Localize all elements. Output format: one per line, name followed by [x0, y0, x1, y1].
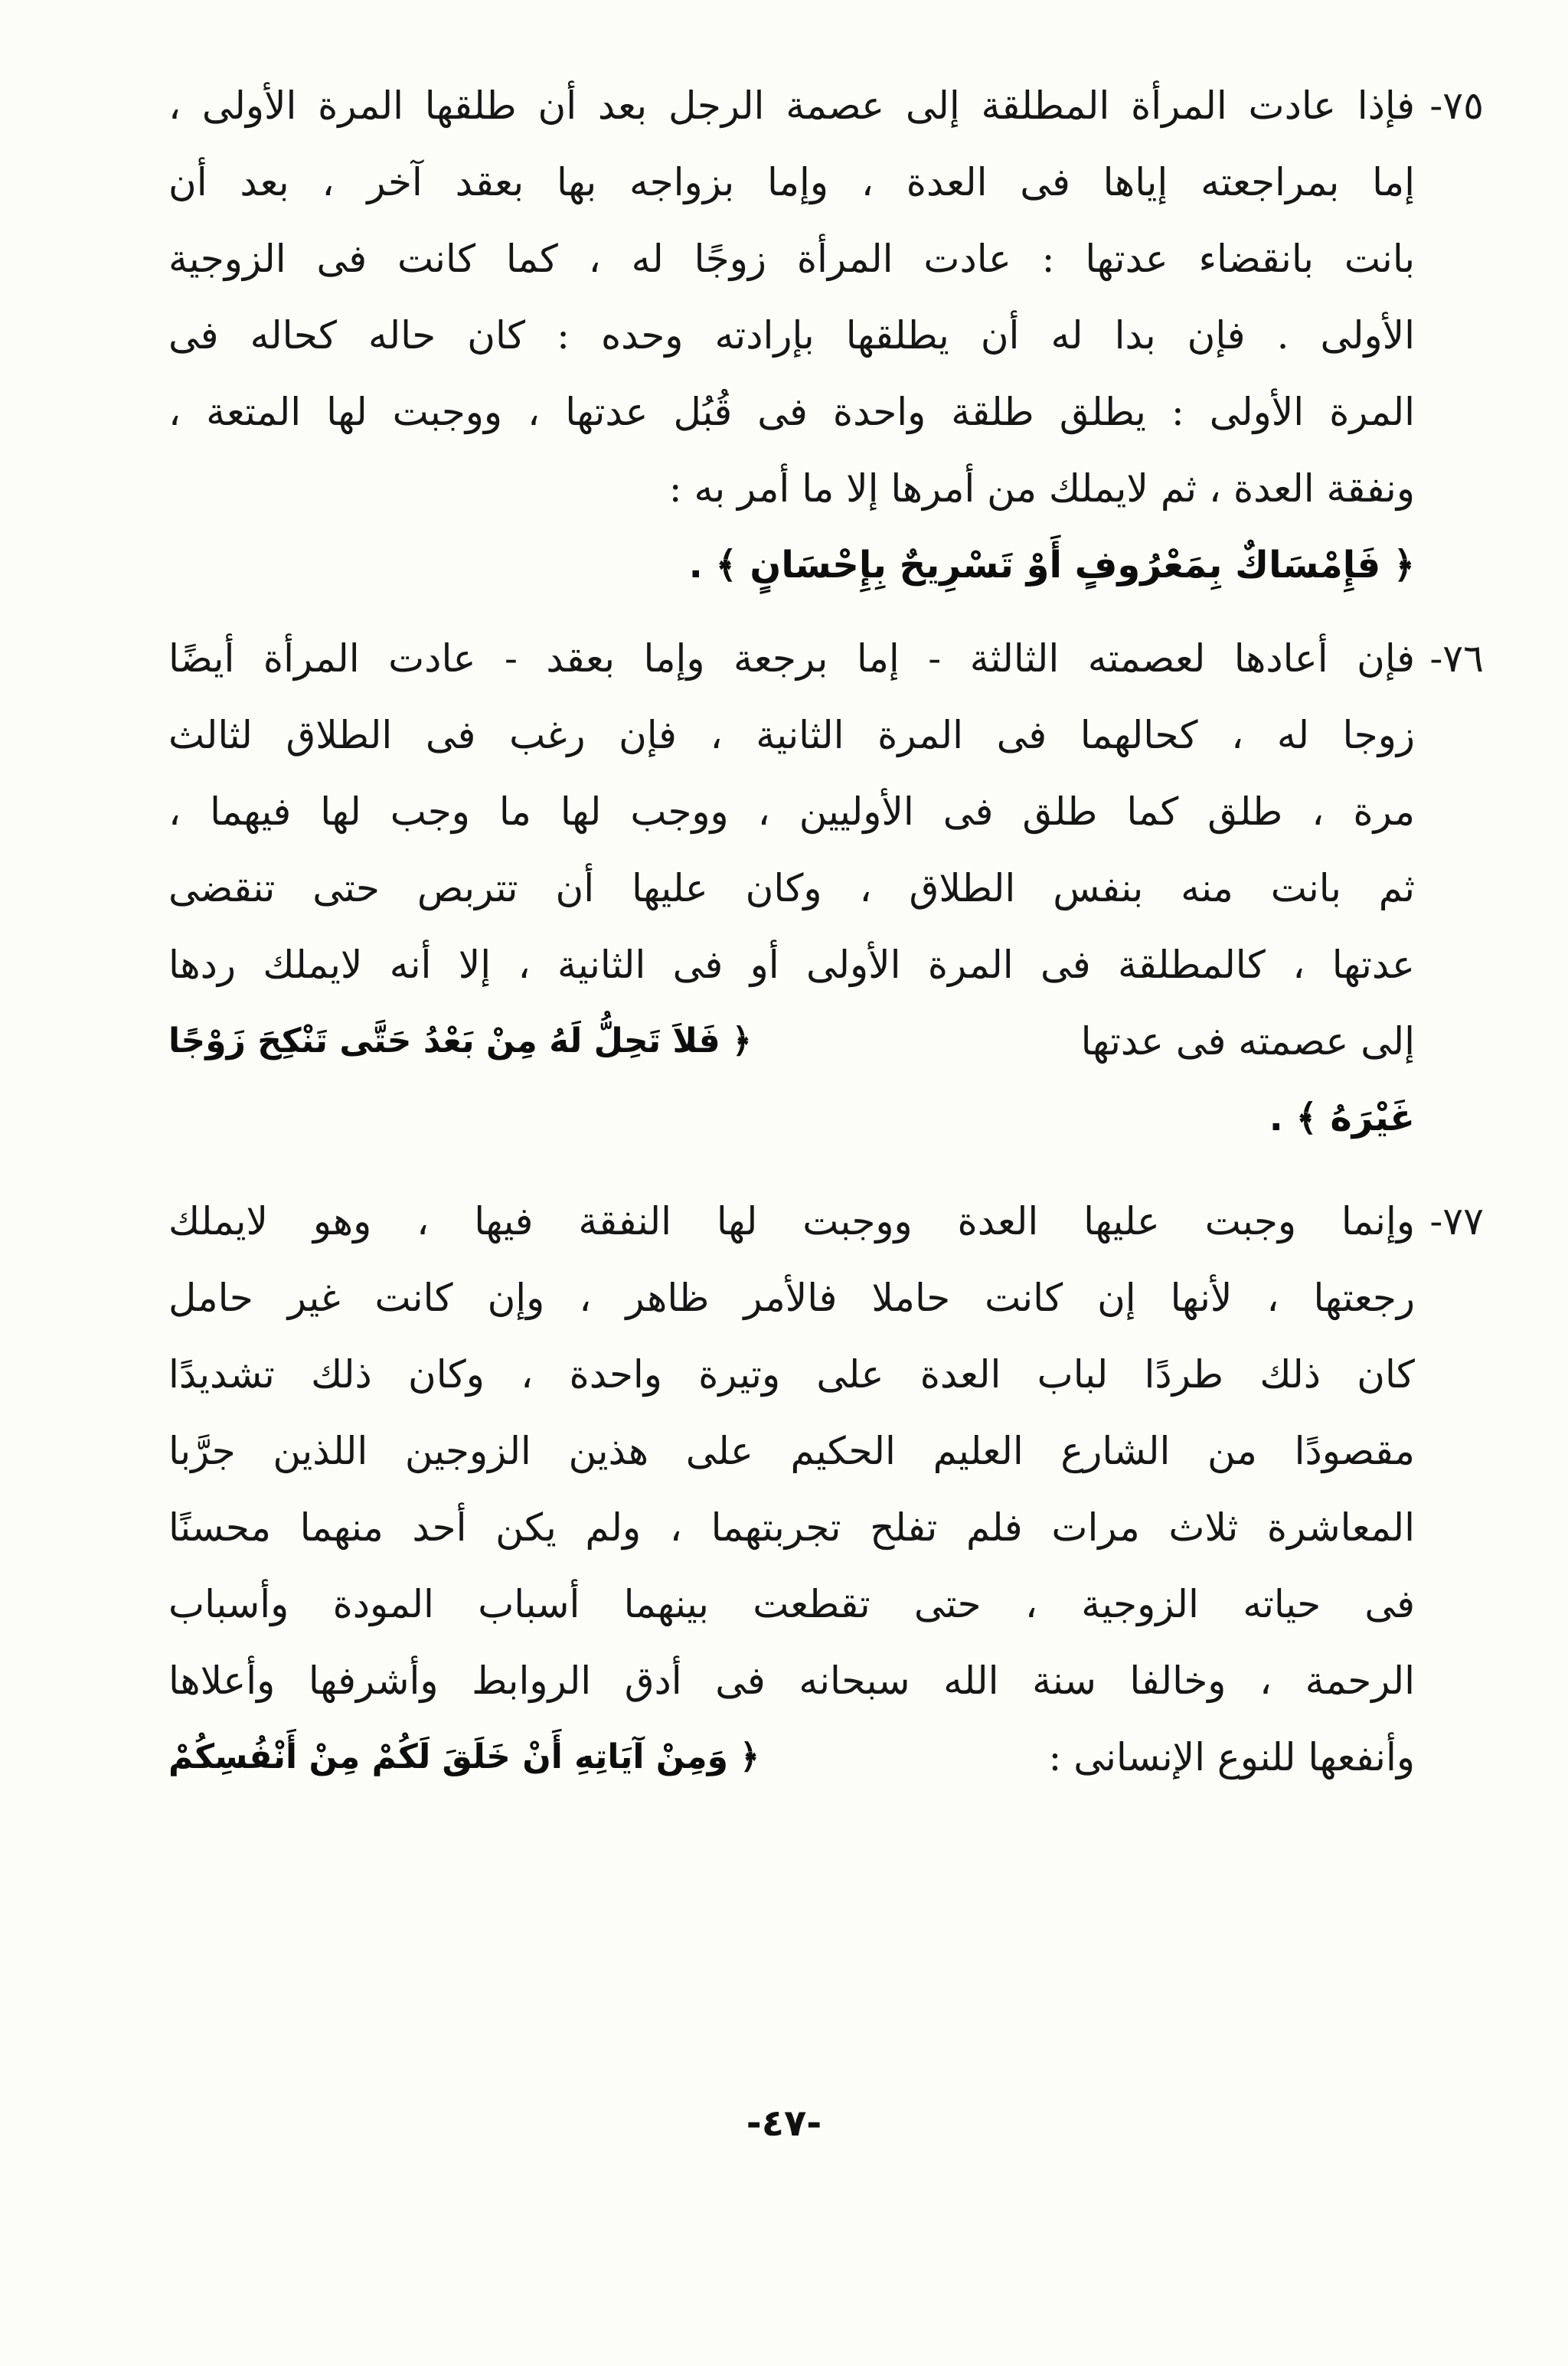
item-number-75: ٧٥- [1429, 83, 1484, 128]
quran-verse: ﴿ وَمِنْ آيَاتِهِ أَنْ خَلَقَ لَكُمْ مِنْ أَنْفُسِكُمْ [168, 1737, 760, 1776]
text-line: فى حياته الزوجية ، حتى تقطعت بينهما أسباب المودة وأسباب [168, 1582, 1415, 1626]
item-number-77: ٧٧- [1429, 1199, 1484, 1243]
text-line: زوجا له ، كحالهما فى المرة الثانية ، فإن رغب فى الطلاق لثالث [168, 713, 1415, 757]
quran-verse: ﴿ فَإِمْسَاكٌ بِمَعْرُوفٍ أَوْ تَسْرِيحٌ بِإِحْسَانٍ ﴾ . [688, 544, 1415, 587]
text-line: إما بمراجعته إياها فى العدة ، وإما بزواجه بها بعقد آخر ، بعد أن [168, 160, 1415, 204]
text-line-prefix: وأنفعها للنوع الإنسانى : [1048, 1735, 1415, 1779]
text-line: فإذا عادت المرأة المطلقة إلى عصمة الرجل بعد أن طلقها المرة الأولى ، [168, 83, 1415, 128]
text-line: الرحمة ، وخالفا سنة الله سبحانه فى أدق الروابط وأشرفها وأعلاها [168, 1658, 1415, 1703]
page-number: -٤٧- [746, 2102, 822, 2145]
text-line: عدتها ، كالمطلقة فى المرة الأولى أو فى الثانية ، إلا أنه لايملك ردها [168, 943, 1415, 987]
text-line: مقصودًا من الشارع العليم الحكيم على هذين الزوجين اللذين جرَّبا [168, 1429, 1415, 1473]
text-line-prefix: إلى عصمته فى عدتها [1080, 1019, 1415, 1064]
text-line: الأولى . فإن بدا له أن يطلقها بإرادته وحده : كان حاله كحاله فى [168, 313, 1415, 358]
text-line: كان ذلك طردًا لباب العدة على وتيرة واحدة ، وكان ذلك تشديدًا [168, 1352, 1415, 1397]
text-line: المرة الأولى : يطلق طلقة واحدة فى قُبُل عدتها ، ووجبت لها المتعة ، [168, 390, 1415, 434]
text-line: المعاشرة ثلاث مرات فلم تفلح تجربتهما ، ولم يكن أحد منهما محسنًا [168, 1505, 1415, 1550]
text-line: رجعتها ، لأنها إن كانت حاملا فالأمر ظاهر ، وإن كانت غير حامل [168, 1276, 1415, 1320]
item-number-76: ٧٦- [1429, 636, 1484, 681]
text-line: ثم بانت منه بنفس الطلاق ، وكان عليها أن تتربص حتى تنقضى [168, 866, 1415, 910]
quran-verse: ﴿ فَلاَ تَحِلُّ لَهُ مِنْ بَعْدُ حَتَّى تَنْكِحَ زَوْجًا [168, 1021, 752, 1060]
text-line: مرة ، طلق كما طلق فى الأوليين ، ووجب لها ما وجب لها فيهما ، [168, 789, 1415, 834]
text-line: ونفقة العدة ، ثم لايملك من أمرها إلا ما أمر به : [668, 466, 1415, 511]
text-line: وإنما وجبت عليها العدة ووجبت لها النفقة فيها ، وهو لايملك [168, 1199, 1415, 1243]
text-line: بانت بانقضاء عدتها : عادت المرأة زوجًا له ، كما كانت فى الزوجية [168, 237, 1415, 281]
quran-verse-end: غَيْرَهُ ﴾ . [1269, 1096, 1415, 1139]
text-line: فإن أعادها لعصمته الثالثة - إما برجعة وإما بعقد - عادت المرأة أيضًا [168, 636, 1415, 681]
